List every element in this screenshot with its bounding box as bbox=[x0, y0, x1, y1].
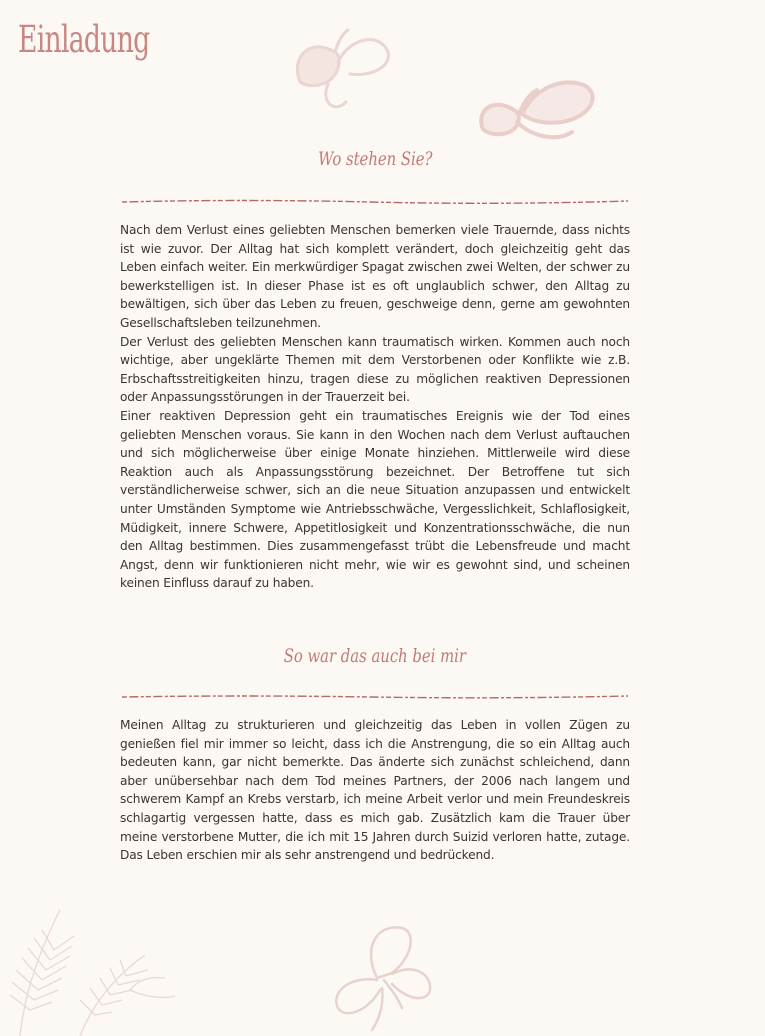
section-divider bbox=[120, 691, 630, 703]
section-body bbox=[120, 716, 630, 865]
section-body bbox=[120, 221, 630, 593]
paragraph: Nach dem Verlust eines geliebten Menschen bemerken viele Trauernde, dass nichts ist wie zuvor. Der Alltag hat sich komplett verändert, doch gleichzeitig geht das Leben einfach weiter. Ein merkwürdiger Spagat zwischen zwei Welten, der schwer zu bewerkstelligen ist. In dieser Phase ist es oft unglaublich schwer, den Alltag zu bewältigen, sich über das Leben zu freuen, geschweige denn, gerne am gewohnten Gesellschaftsleben teilzunehmen. bbox=[120, 223, 630, 330]
paragraph: Der Verlust des geliebten Menschen kann traumatisch wirken. Kommen auch noch wichtige, aber ungeklärte Themen mit dem Verstorbenen oder Konflikte wie z.B. Erbschaftsstreitigkeiten hinzu, tragen diese zu möglichen reaktiven Depressionen oder Anpassungsstörungen in der Trauerzeit bei. bbox=[120, 334, 630, 405]
butterfly-icon bbox=[280, 22, 400, 122]
section-heading-text: Wo stehen Sie? bbox=[317, 148, 433, 170]
paragraph: Meinen Alltag zu strukturieren und gleichzeitig das Leben in vollen Zügen zu genießen fiel mir immer so leicht, dass ich die Anstrengung, die so ein Alltag auch bedeuten kann, gar nicht bemerkte. Das änderte sich zunächst schleichend, dann aber unübersehbar nach dem Tod meines Partners, der 2006 nach langem und schwerem Kampf an Krebs verstarb, ich meine Arbeit verlor und mein Freundeskreis schlagartig vergessen hatte, dass es mich gab. Zusätzlich kam die Trauer über meine verstorbene Mutter, die ich mit 15 Jahren durch Suizid verloren hatte, zutage. Das Leben erschien mir als sehr anstrengend und bedrückend. bbox=[120, 718, 630, 863]
section-heading bbox=[120, 148, 630, 170]
section-heading-text: So war das auch bei mir bbox=[283, 645, 467, 667]
section-divider bbox=[120, 196, 630, 208]
feather-icon bbox=[0, 900, 200, 1036]
section-heading bbox=[120, 645, 630, 667]
paragraph: Einer reaktiven Depression geht ein traumatisches Ereignis wie der Tod eines geliebten Menschen voraus. Sie kann in den Wochen nach dem Verlust auftauchen und sich möglicherweise über einige Monate hinziehen. Mittlerweile wird diese Reaktion auch als Anpassungsstörung bezeichnet. Der Betroffene tut sich verständlicherweise schwer, sich an die neue Situation anzupassen und entwickelt unter Umständen Symptome wie Antriebsschwäche, Vergesslichkeit, Schlaflosigkeit, Müdigkeit, innere Schwere, Appetitlosigkeit und Konzentrationsschwäche, die nun den Alltag bestimmen. Dies zusammengefasst trübt die Lebensfreude und macht Angst, denn wir funktionieren nicht mehr, wie wir es gewohnt sind, und scheinen keinen Einfluss darauf zu haben. bbox=[120, 408, 630, 591]
butterfly-icon bbox=[322, 918, 442, 1036]
page-title: Einladung bbox=[18, 18, 150, 61]
